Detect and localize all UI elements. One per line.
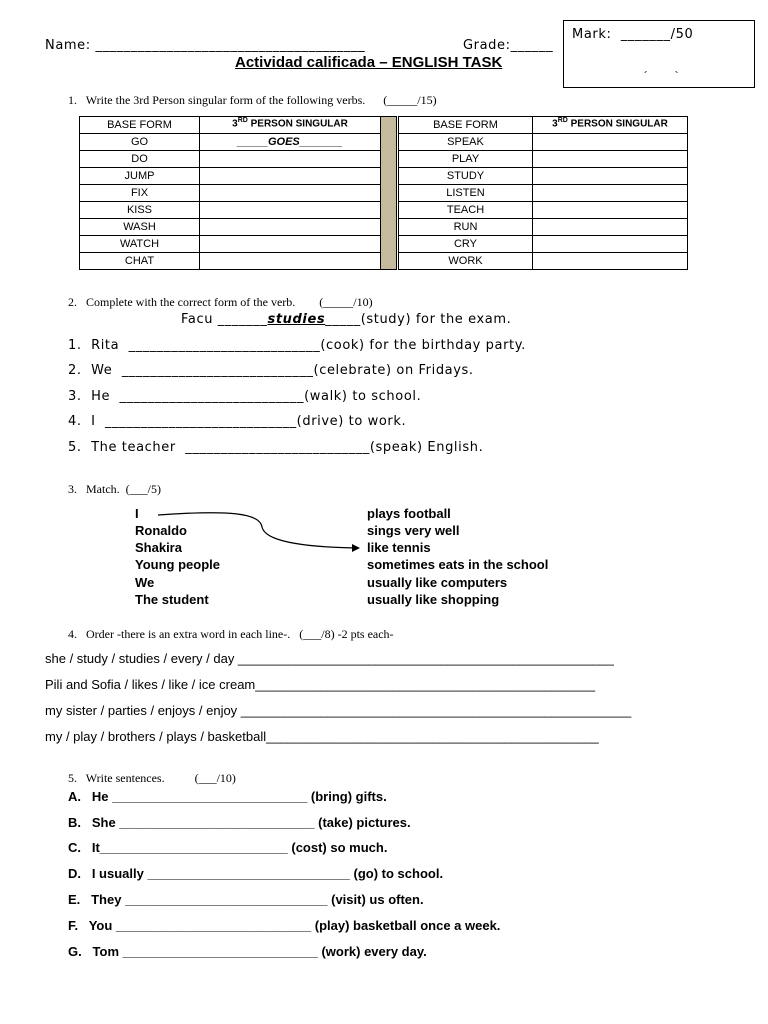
table-cell-answer[interactable]: [533, 185, 688, 202]
table-cell-base: PLAY: [399, 151, 533, 168]
match-right-item[interactable]: usually like computers: [367, 575, 508, 590]
table-cell-answer[interactable]: [533, 202, 688, 219]
table-cell-base: JUMP: [80, 168, 200, 185]
section2-item[interactable]: 1. Rita ___________________________(cook) for the birthday party.: [68, 338, 526, 353]
match-example-arrow: [150, 505, 370, 555]
match-right-item[interactable]: sings very well: [367, 523, 460, 538]
table-divider: [380, 116, 397, 270]
section5-item[interactable]: B. She ___________________________ (take) pictures.: [68, 815, 411, 830]
section5-item[interactable]: A. He ___________________________ (bring) gifts.: [68, 789, 387, 804]
table-cell-base: FIX: [80, 185, 200, 202]
table-cell-answer[interactable]: [533, 134, 688, 151]
match-right-item[interactable]: usually like shopping: [367, 592, 500, 607]
mark-annotation: ´ `: [644, 69, 679, 83]
verb-table-left: [79, 116, 381, 270]
verb-table-right: [398, 116, 688, 270]
section5-item[interactable]: F. You ___________________________ (play) basketball once a week.: [68, 918, 501, 933]
table-cell-base: SPEAK: [399, 134, 533, 151]
match-right-item[interactable]: plays football: [367, 506, 451, 521]
table-cell-answer[interactable]: [200, 219, 381, 236]
section5-item[interactable]: G. Tom ___________________________ (work) every day.: [68, 944, 427, 959]
table-cell-answer[interactable]: [200, 253, 381, 270]
table-cell-answer[interactable]: [200, 151, 381, 168]
section5-item[interactable]: D. I usually ____________________________ (go) to school.: [68, 866, 444, 881]
table-cell-base: STUDY: [399, 168, 533, 185]
table-cell-base: LISTEN: [399, 185, 533, 202]
table-cell-base: DO: [80, 151, 200, 168]
section1-instruction: 1. Write the 3rd Person singular form of the following verbs. (_____/15): [68, 93, 437, 107]
match-left-item[interactable]: The student: [135, 592, 209, 607]
table-cell-answer[interactable]: [533, 236, 688, 253]
table-cell-answer[interactable]: [533, 253, 688, 270]
table-cell-answer[interactable]: [533, 151, 688, 168]
section4-instruction: 4. Order -there is an extra word in each line-. (___/8) -2 pts each-: [68, 627, 394, 641]
section2-item[interactable]: 3. He __________________________(walk) to school.: [68, 389, 422, 404]
match-left-item[interactable]: Young people: [135, 557, 220, 572]
col-header-base: BASE FORM: [80, 117, 200, 134]
section5-item[interactable]: C. It__________________________ (cost) so much.: [68, 840, 388, 855]
name-field[interactable]: Name: ______________________________________: [45, 38, 366, 53]
section2-example: Facu _______studies_____(study) for the exam.: [181, 312, 512, 327]
section2-item[interactable]: 2. We ___________________________(celebrate) on Fridays.: [68, 363, 474, 378]
grade-field[interactable]: Grade:______: [463, 38, 554, 53]
table-cell-answer[interactable]: [200, 236, 381, 253]
section5-item[interactable]: E. They ____________________________ (visit) us often.: [68, 892, 424, 907]
mark-field[interactable]: Mark: _______/50: [572, 27, 694, 42]
table-cell-answer[interactable]: [200, 202, 381, 219]
mark-box: [563, 20, 755, 88]
section4-item[interactable]: my / play / brothers / plays / basketball______________________________________________: [45, 729, 599, 744]
col-header-base: BASE FORM: [399, 117, 533, 134]
match-left-item[interactable]: Shakira: [135, 540, 182, 555]
page-title: Actividad calificada – ENGLISH TASK: [235, 54, 503, 71]
table-cell-answer[interactable]: [533, 219, 688, 236]
table-cell-answer[interactable]: _____GOES_______: [200, 134, 381, 151]
table-cell-base: WORK: [399, 253, 533, 270]
table-cell-base: WATCH: [80, 236, 200, 253]
table-cell-base: WASH: [80, 219, 200, 236]
section4-item[interactable]: Pili and Sofia / likes / like / ice cream_______________________________________________: [45, 677, 596, 692]
section4-item[interactable]: my sister / parties / enjoys / enjoy ______________________________________________________: [45, 703, 632, 718]
col-header-third: 3RD PERSON SINGULAR: [200, 117, 381, 134]
match-right-item[interactable]: sometimes eats in the school: [367, 557, 549, 572]
match-left-item[interactable]: I: [135, 506, 139, 521]
section2-item[interactable]: 4. I ___________________________(drive) to work.: [68, 414, 407, 429]
table-cell-base: KISS: [80, 202, 200, 219]
table-cell-base: TEACH: [399, 202, 533, 219]
section2-instruction: 2. Complete with the correct form of the verb. (_____/10): [68, 295, 373, 309]
table-cell-answer[interactable]: [200, 168, 381, 185]
section3-instruction: 3. Match. (___/5): [68, 482, 161, 496]
col-header-third: 3RD PERSON SINGULAR: [533, 117, 688, 134]
table-cell-base: RUN: [399, 219, 533, 236]
section2-item[interactable]: 5. The teacher __________________________(speak) English.: [68, 440, 484, 455]
match-left-item[interactable]: We: [135, 575, 155, 590]
match-left-item[interactable]: Ronaldo: [135, 523, 187, 538]
table-cell-answer[interactable]: [533, 168, 688, 185]
match-right-item[interactable]: like tennis: [367, 540, 431, 555]
section4-item[interactable]: she / study / studies / every / day ____________________________________________________: [45, 651, 614, 666]
table-cell-answer[interactable]: [200, 185, 381, 202]
table-cell-base: GO: [80, 134, 200, 151]
section5-instruction: 5. Write sentences. (___/10): [68, 771, 236, 785]
table-cell-base: CHAT: [80, 253, 200, 270]
table-cell-base: CRY: [399, 236, 533, 253]
